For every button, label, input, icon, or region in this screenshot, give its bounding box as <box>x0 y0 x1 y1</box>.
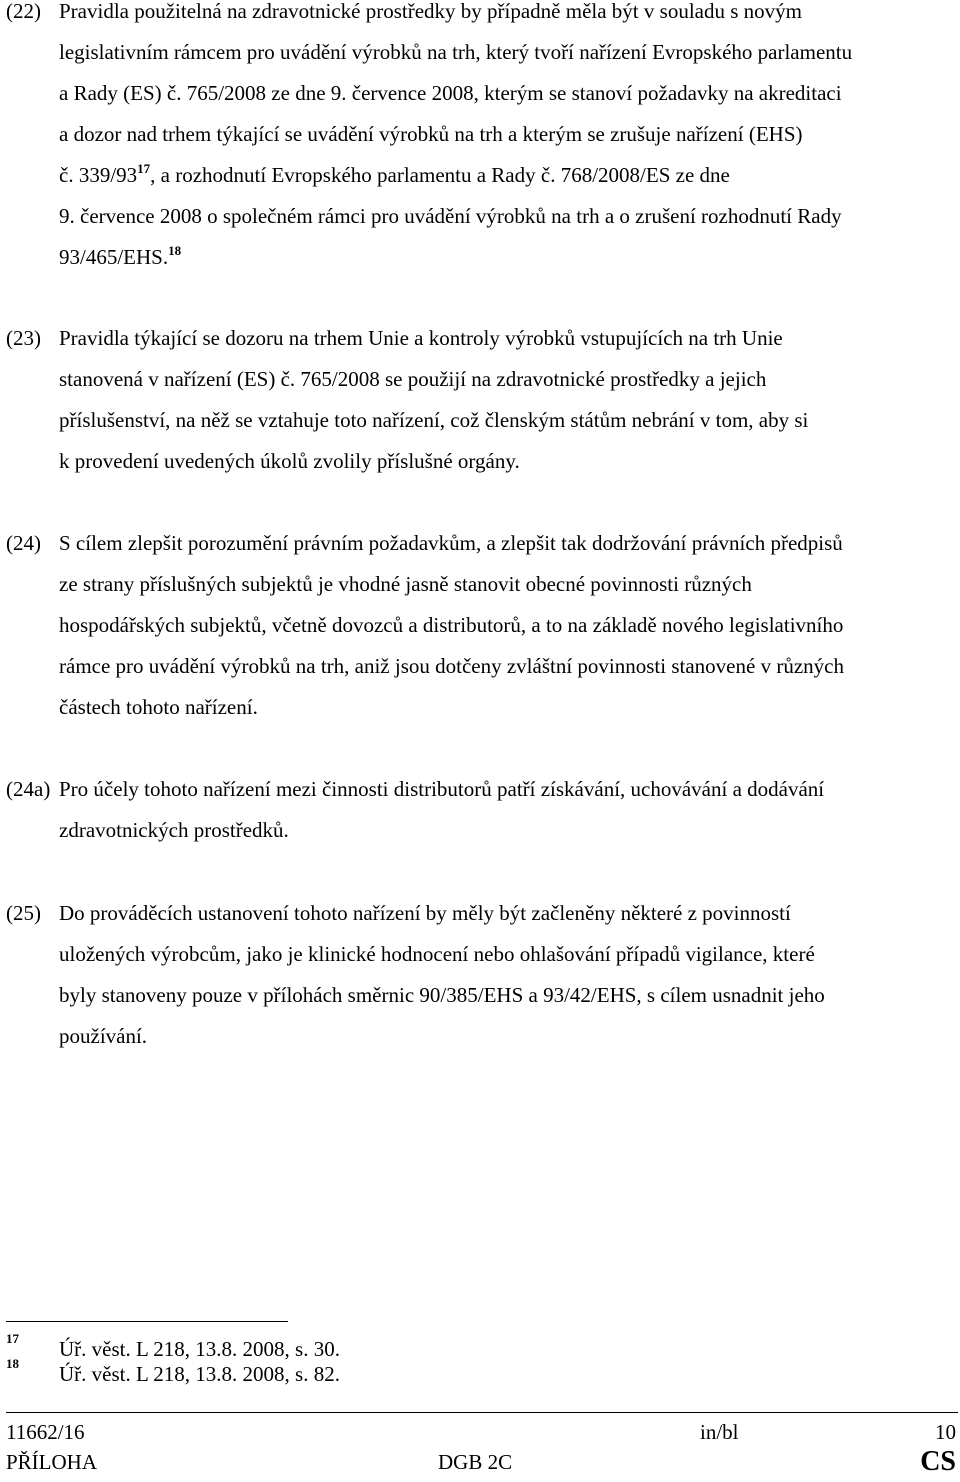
text-line: Pravidla použitelná na zdravotnické prostředky by případně měla být v souladu s novým <box>59 0 802 23</box>
recital-text <box>59 769 960 851</box>
text-line: Do prováděcích ustanovení tohoto nařízení by měly být začleněny některé z povinností <box>59 901 791 925</box>
recital-text <box>59 0 960 278</box>
recital-number: (25) <box>6 901 41 925</box>
directorate-code: DGB 2C <box>438 1450 513 1474</box>
annex-label: PŘÍLOHA <box>6 1450 98 1474</box>
footnote-ref-18[interactable]: 18 <box>168 243 182 258</box>
text-line: hospodářských subjektů, včetně dovozců a distributorů, a to na základě nového legislativního <box>59 613 844 637</box>
text-line: Pro účely tohoto nařízení mezi činnosti distributorů patří získávání, uchovávání a dodávání <box>59 777 825 801</box>
language-code: CS <box>920 1446 956 1477</box>
text-line: zdravotnických prostředků. <box>59 818 289 842</box>
footnote-17 <box>0 1331 960 1361</box>
text-line: příslušenství, na něž se vztahuje toto nařízení, což členským státům nebrání v tom, aby si <box>59 408 809 432</box>
text-line: 9. července 2008 o společném rámci pro uvádění výrobků na trh a o zrušení rozhodnutí Rady <box>59 204 842 228</box>
text-line: Pravidla týkající se dozoru na trhem Unie a kontroly výrobků vstupujících na trh Unie <box>59 326 783 350</box>
recital-number: (24a) <box>6 777 51 801</box>
footer-separator <box>6 1412 958 1413</box>
footer-row-2 <box>0 1446 960 1478</box>
recital-number: (24) <box>6 531 41 555</box>
footnote-text: Úř. věst. L 218, 13.8. 2008, s. 30. <box>59 1337 340 1361</box>
page-number: 10 <box>935 1420 956 1444</box>
text-line: rámce pro uvádění výrobků na trh, aniž jsou dotčeny zvláštní povinnosti stanovené v různých <box>59 654 844 678</box>
text-line: a dozor nad trhem týkající se uvádění výrobků na trh a kterým se zrušuje nařízení (EHS) <box>59 122 803 146</box>
text-fragment: , a rozhodnutí Evropského parlamentu a Rady č. 768/2008/ES ze dne <box>150 163 730 187</box>
author-initials: in/bl <box>700 1420 739 1444</box>
footnote-mark: 18 <box>6 1356 19 1371</box>
recital-number: (22) <box>6 0 41 23</box>
recital-text <box>59 318 960 482</box>
text-line <box>59 155 960 196</box>
recital-text <box>59 523 960 728</box>
text-line: legislativním rámcem pro uvádění výrobků na trh, který tvoří nařízení Evropského parlamentu <box>59 40 853 64</box>
text-line: k provedení uvedených úkolů zvolily příslušné orgány. <box>59 449 520 473</box>
text-line <box>59 237 960 278</box>
footer-row-1 <box>0 1420 960 1448</box>
text-line: částech tohoto nařízení. <box>59 695 258 719</box>
footnote-text: Úř. věst. L 218, 13.8. 2008, s. 82. <box>59 1362 340 1386</box>
footnote-18 <box>0 1356 960 1386</box>
footnote-ref-17[interactable]: 17 <box>137 161 151 176</box>
text-fragment: 93/465/EHS. <box>59 245 169 269</box>
document-number: 11662/16 <box>6 1420 85 1444</box>
text-line: byly stanoveny pouze v přílohách směrnic 90/385/EHS a 93/42/EHS, s cílem usnadnit jeho <box>59 983 825 1007</box>
footnote-mark: 17 <box>6 1331 19 1346</box>
text-line: stanovená v nařízení (ES) č. 765/2008 se použijí na zdravotnické prostředky a jejich <box>59 367 767 391</box>
text-line: a Rady (ES) č. 765/2008 ze dne 9. července 2008, kterým se stanoví požadavky na akreditaci <box>59 81 842 105</box>
footnote-separator <box>6 1321 288 1322</box>
text-line: S cílem zlepšit porozumění právním požadavkům, a zlepšit tak dodržování právních předpisů <box>59 531 843 555</box>
text-line: ze strany příslušných subjektů je vhodné jasně stanovit obecné povinnosti různých <box>59 572 752 596</box>
text-line: uložených výrobcům, jako je klinické hodnocení nebo ohlašování případů vigilance, které <box>59 942 815 966</box>
recital-text <box>59 893 960 1057</box>
text-line: používání. <box>59 1024 148 1048</box>
recital-number: (23) <box>6 326 41 350</box>
text-fragment: č. 339/93 <box>59 163 138 187</box>
